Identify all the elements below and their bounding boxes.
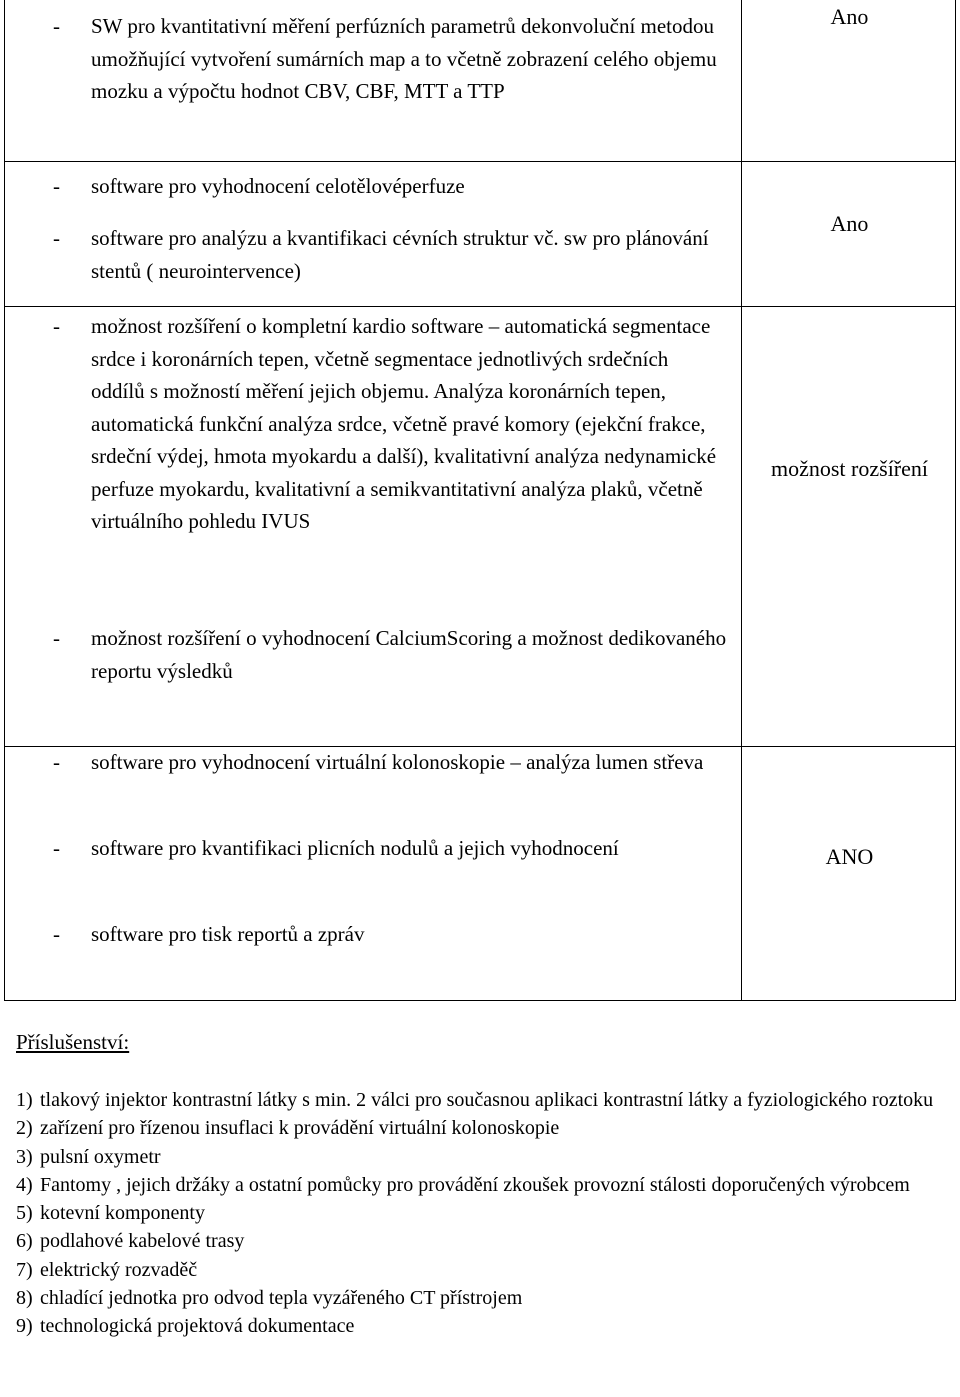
spec-table <box>4 0 956 1000</box>
spec-item-text: software pro tisk reportů a zpráv <box>91 922 365 946</box>
column-divider <box>741 306 742 746</box>
list-item <box>16 1284 936 1312</box>
list-item-number: 2) <box>16 1117 33 1140</box>
list-item-text: Fantomy , jejich držáky a ostatní pomůcky pro provádění zkoušek provozní stálosti doporučených výrobcem <box>40 1173 910 1196</box>
list-item-number: 3) <box>16 1145 33 1168</box>
list-item-number: 7) <box>16 1258 33 1281</box>
bullet-dash: - <box>53 226 60 250</box>
list-item-text: podlahové kabelové trasy <box>40 1230 245 1253</box>
accessories-list <box>16 1086 936 1341</box>
list-item-text: chladící jednotka pro odvod tepla vyzářeného CT přístrojem <box>40 1287 523 1310</box>
spec-item <box>27 918 727 951</box>
spec-item <box>27 222 727 287</box>
list-item-text: pulsní oxymetr <box>40 1145 161 1168</box>
spec-item <box>27 622 727 687</box>
list-item <box>16 1312 936 1340</box>
list-item-text: technologická projektová dokumentace <box>40 1315 355 1338</box>
spec-item <box>27 170 727 203</box>
spec-item-text: možnost rozšíření o kompletní kardio software – automatická segmentace srdce i koronárních tepen, včetně segmentace jednotlivých srdečních oddílů s možností měření jejich objemu. Analýza koronárních tepen, automatická funkční analýza srdce, včetně pravé komory (ejekční frakce, srdeční výdej, hmota myokardu a další), kvalitativní analýza nedynamické perfuze myokardu, kvalitativní a semikvantitativní analýza plaků, včetně virtuálního pohledu IVUS <box>91 314 717 533</box>
spec-item-text: software pro analýzu a kvantifikaci cévních struktur vč. sw pro plánování stentů ( neurointervence) <box>91 226 709 283</box>
spec-item <box>27 832 727 865</box>
list-item <box>16 1199 936 1227</box>
spec-item-text: software pro vyhodnocení virtuální kolonoskopie – analýza lumen střeva <box>91 750 704 774</box>
accessories-title: Příslušenství: <box>16 1030 130 1054</box>
spec-item-text: možnost rozšíření o vyhodnocení CalciumScoring a možnost dedikovaného reportu výsledků <box>91 626 727 683</box>
answer-cell: možnost rozšíření <box>770 456 929 481</box>
table-row <box>4 746 956 1001</box>
list-item <box>16 1227 936 1255</box>
bullet-dash: - <box>53 626 60 650</box>
list-item-number: 9) <box>16 1315 33 1338</box>
list-item-text: tlakový injektor kontrastní látky s min. 2 válci pro současnou aplikaci kontrastní látky a fyziologického roztoku <box>40 1089 934 1111</box>
answer-cell: Ano <box>830 4 869 29</box>
list-item <box>16 1171 936 1199</box>
list-item-text: kotevní komponenty <box>40 1202 205 1225</box>
list-item <box>16 1143 936 1171</box>
table-row <box>4 306 956 747</box>
spec-item-text: software pro kvantifikaci plicních nodulů a jejich vyhodnocení <box>91 836 619 860</box>
column-divider <box>741 746 742 1000</box>
bullet-dash: - <box>53 314 60 338</box>
list-item <box>16 1086 936 1114</box>
spec-item-text: SW pro kvantitativní měření perfúzních parametrů dekonvoluční metodou umožňující vytvoření sumárních map a to včetně zobrazení celého objemu mozku a výpočtu hodnot CBV, CBF, MTT a TTP <box>91 14 717 103</box>
bullet-dash: - <box>53 836 60 860</box>
list-item <box>16 1256 936 1284</box>
list-item-number: 1) <box>16 1089 33 1111</box>
bullet-dash: - <box>53 922 60 946</box>
list-item-number: 8) <box>16 1287 33 1310</box>
spec-item <box>27 746 727 779</box>
bullet-dash: - <box>53 174 60 198</box>
list-item-text: elektrický rozvaděč <box>40 1258 198 1281</box>
answer-cell: ANO <box>825 844 874 869</box>
spec-item-text: software pro vyhodnocení celotělovéperfuze <box>91 174 465 198</box>
list-item-number: 6) <box>16 1230 33 1253</box>
spec-item <box>27 310 727 538</box>
bullet-dash: - <box>53 14 60 38</box>
spec-item <box>27 10 727 108</box>
table-row <box>4 0 956 162</box>
table-row <box>4 161 956 307</box>
list-item-number: 4) <box>16 1173 33 1196</box>
list-item <box>16 1114 936 1142</box>
list-item-number: 5) <box>16 1202 33 1225</box>
bullet-dash: - <box>53 750 60 774</box>
list-item-text: zařízení pro řízenou insuflaci k provádění virtuální kolonoskopie <box>40 1117 560 1140</box>
answer-cell: Ano <box>830 211 869 236</box>
